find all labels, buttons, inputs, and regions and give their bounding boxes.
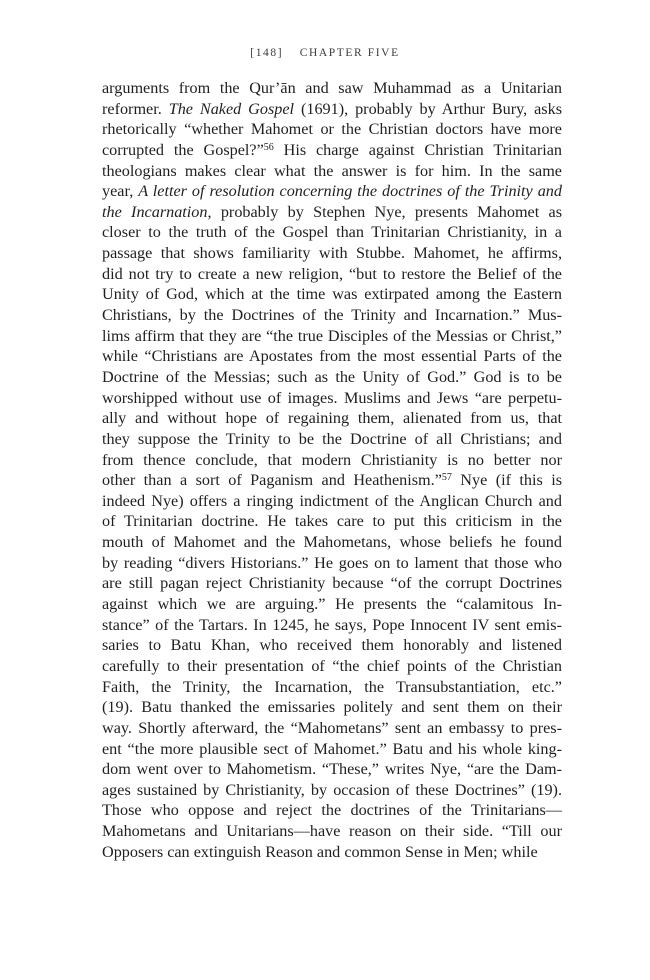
text-run: way. Shortly afterward, the “Mahometans” sent an embassy to pres- <box>102 718 562 737</box>
text-line <box>102 677 562 698</box>
text-line <box>102 821 562 842</box>
text-run: closer to the truth of the Gospel than Trinitarian Christianity, in a <box>102 223 562 242</box>
text-run: carefully to their presentation of “the chief points of the Christian <box>102 656 562 675</box>
text-line <box>102 511 562 532</box>
text-run: (1691), probably by Arthur Bury, asks <box>294 99 562 118</box>
chapter-title: CHAPTER FIVE <box>299 47 400 59</box>
text-run: Faith, the Trinity, the Incarnation, the Transubstantiation, etc.” <box>102 677 562 696</box>
text-line <box>102 161 562 182</box>
italic-title: A letter of resolution concerning the doctrines of the Trinity and <box>138 182 562 201</box>
text-run: year, <box>102 182 139 201</box>
text-line <box>102 759 562 780</box>
text-line <box>102 780 562 801</box>
text-line <box>102 284 562 305</box>
text-run: saries to Batu Khan, who received them honorably and listened <box>102 636 562 655</box>
text-line <box>102 202 562 223</box>
text-run: worshipped without use of images. Muslims and Jews “are perpetu- <box>102 388 562 407</box>
text-run: other than a sort of Paganism and Heathenism.” <box>102 471 442 490</box>
italic-title: The Naked Gospel <box>168 99 295 118</box>
body-text <box>102 78 562 862</box>
text-line <box>102 346 562 367</box>
text-line <box>102 140 562 161</box>
text-line <box>102 264 562 285</box>
text-run: Doctrine of the Messias; such as the Unity of God.” God is to be <box>102 367 562 386</box>
text-line <box>102 181 562 202</box>
text-line <box>102 842 562 863</box>
text-run: Nye (if this is <box>451 471 562 490</box>
text-run: did not try to create a new religion, “but to restore the Belief of the <box>102 264 562 283</box>
text-line <box>102 656 562 677</box>
text-line <box>102 739 562 760</box>
text-run: His charge against Christian Trinitarian <box>273 140 562 159</box>
text-run: of Trinitarian doctrine. He takes care to put this criticism in the <box>102 512 562 531</box>
text-run: theologians makes clear what the answer is for him. In the same <box>102 161 562 180</box>
text-line <box>102 573 562 594</box>
text-line <box>102 388 562 409</box>
text-run: by reading “divers Historians.” He goes on to lament that those who <box>102 553 562 572</box>
text-run: reformer. <box>102 99 169 118</box>
text-line <box>102 429 562 450</box>
text-line <box>102 99 562 120</box>
text-line <box>102 243 562 264</box>
footnote-marker: 56 <box>263 141 274 153</box>
text-run: Unity of God, which at the time was extirpated among the Eastern <box>102 285 562 304</box>
text-line <box>102 615 562 636</box>
text-run: (19). Batu thanked the emissaries politely and sent them on their <box>102 698 562 717</box>
text-run: Opposers can extinguish Reason and common Sense in Men; while <box>102 842 538 861</box>
text-run: while “Christians are Apostates from the most essential Parts of the <box>102 347 562 366</box>
text-run: , probably by Stephen Nye, presents Mahomet as <box>207 202 562 221</box>
text-run: Mahometans and Unitarians—have reason on their side. “Till our <box>102 822 562 841</box>
text-run: against which we are arguing.” He presents the “calamitous In- <box>102 595 562 614</box>
footnote-marker: 57 <box>441 472 452 484</box>
text-line <box>102 326 562 347</box>
text-run: from thence conclude, that modern Christianity is no better nor <box>102 450 562 469</box>
text-run: dom went over to Mahometism. “These,” writes Nye, “are the Dam- <box>102 760 562 779</box>
text-line <box>102 594 562 615</box>
text-line <box>102 450 562 471</box>
text-run: ally and without hope of regaining them, alienated from us, that <box>102 409 562 428</box>
text-line <box>102 800 562 821</box>
running-head <box>0 47 650 59</box>
text-run: lims affirm that they are “the true Disciples of the Messias or Christ,” <box>102 326 562 345</box>
text-line <box>102 470 562 491</box>
text-run: they suppose the Trinity to be the Doctrine of all Christians; and <box>102 429 562 448</box>
text-line <box>102 532 562 553</box>
text-line <box>102 367 562 388</box>
text-line <box>102 553 562 574</box>
page-number: [148] <box>250 47 284 59</box>
text-run: stance” of the Tartars. In 1245, he says, Pope Innocent IV sent emis- <box>102 615 562 634</box>
italic-title: the Incarnation <box>102 202 208 221</box>
text-run: are still pagan reject Christianity because “of the corrupt Doctrines <box>102 574 562 593</box>
text-line <box>102 222 562 243</box>
text-run: ent “the more plausible sect of Mahomet.” Batu and his whole king- <box>102 739 562 758</box>
text-line <box>102 408 562 429</box>
text-line <box>102 491 562 512</box>
text-run: ages sustained by Christianity, by occasion of these Doctrines” (19). <box>102 780 562 799</box>
text-line <box>102 305 562 326</box>
text-run: Those who oppose and reject the doctrines of the Trinitarians— <box>102 801 562 820</box>
text-run: passage that shows familiarity with Stubbe. Mahomet, he affirms, <box>102 244 562 263</box>
text-run: corrupted the Gospel?” <box>102 140 264 159</box>
text-line <box>102 718 562 739</box>
text-line <box>102 635 562 656</box>
text-run: arguments from the Qur’ān and saw Muhammad as a Unitarian <box>102 79 562 97</box>
text-line <box>102 119 562 140</box>
text-line <box>102 697 562 718</box>
text-run: Christians, by the Doctrines of the Trinity and Incarnation.” Mus- <box>102 306 562 325</box>
text-run: rhetorically “whether Mahomet or the Christian doctors have more <box>102 120 562 139</box>
text-run: mouth of Mahomet and the Mahometans, whose beliefs he found <box>102 533 562 552</box>
text-line <box>102 78 562 99</box>
text-run: indeed Nye) offers a ringing indictment of the Anglican Church and <box>102 491 562 510</box>
